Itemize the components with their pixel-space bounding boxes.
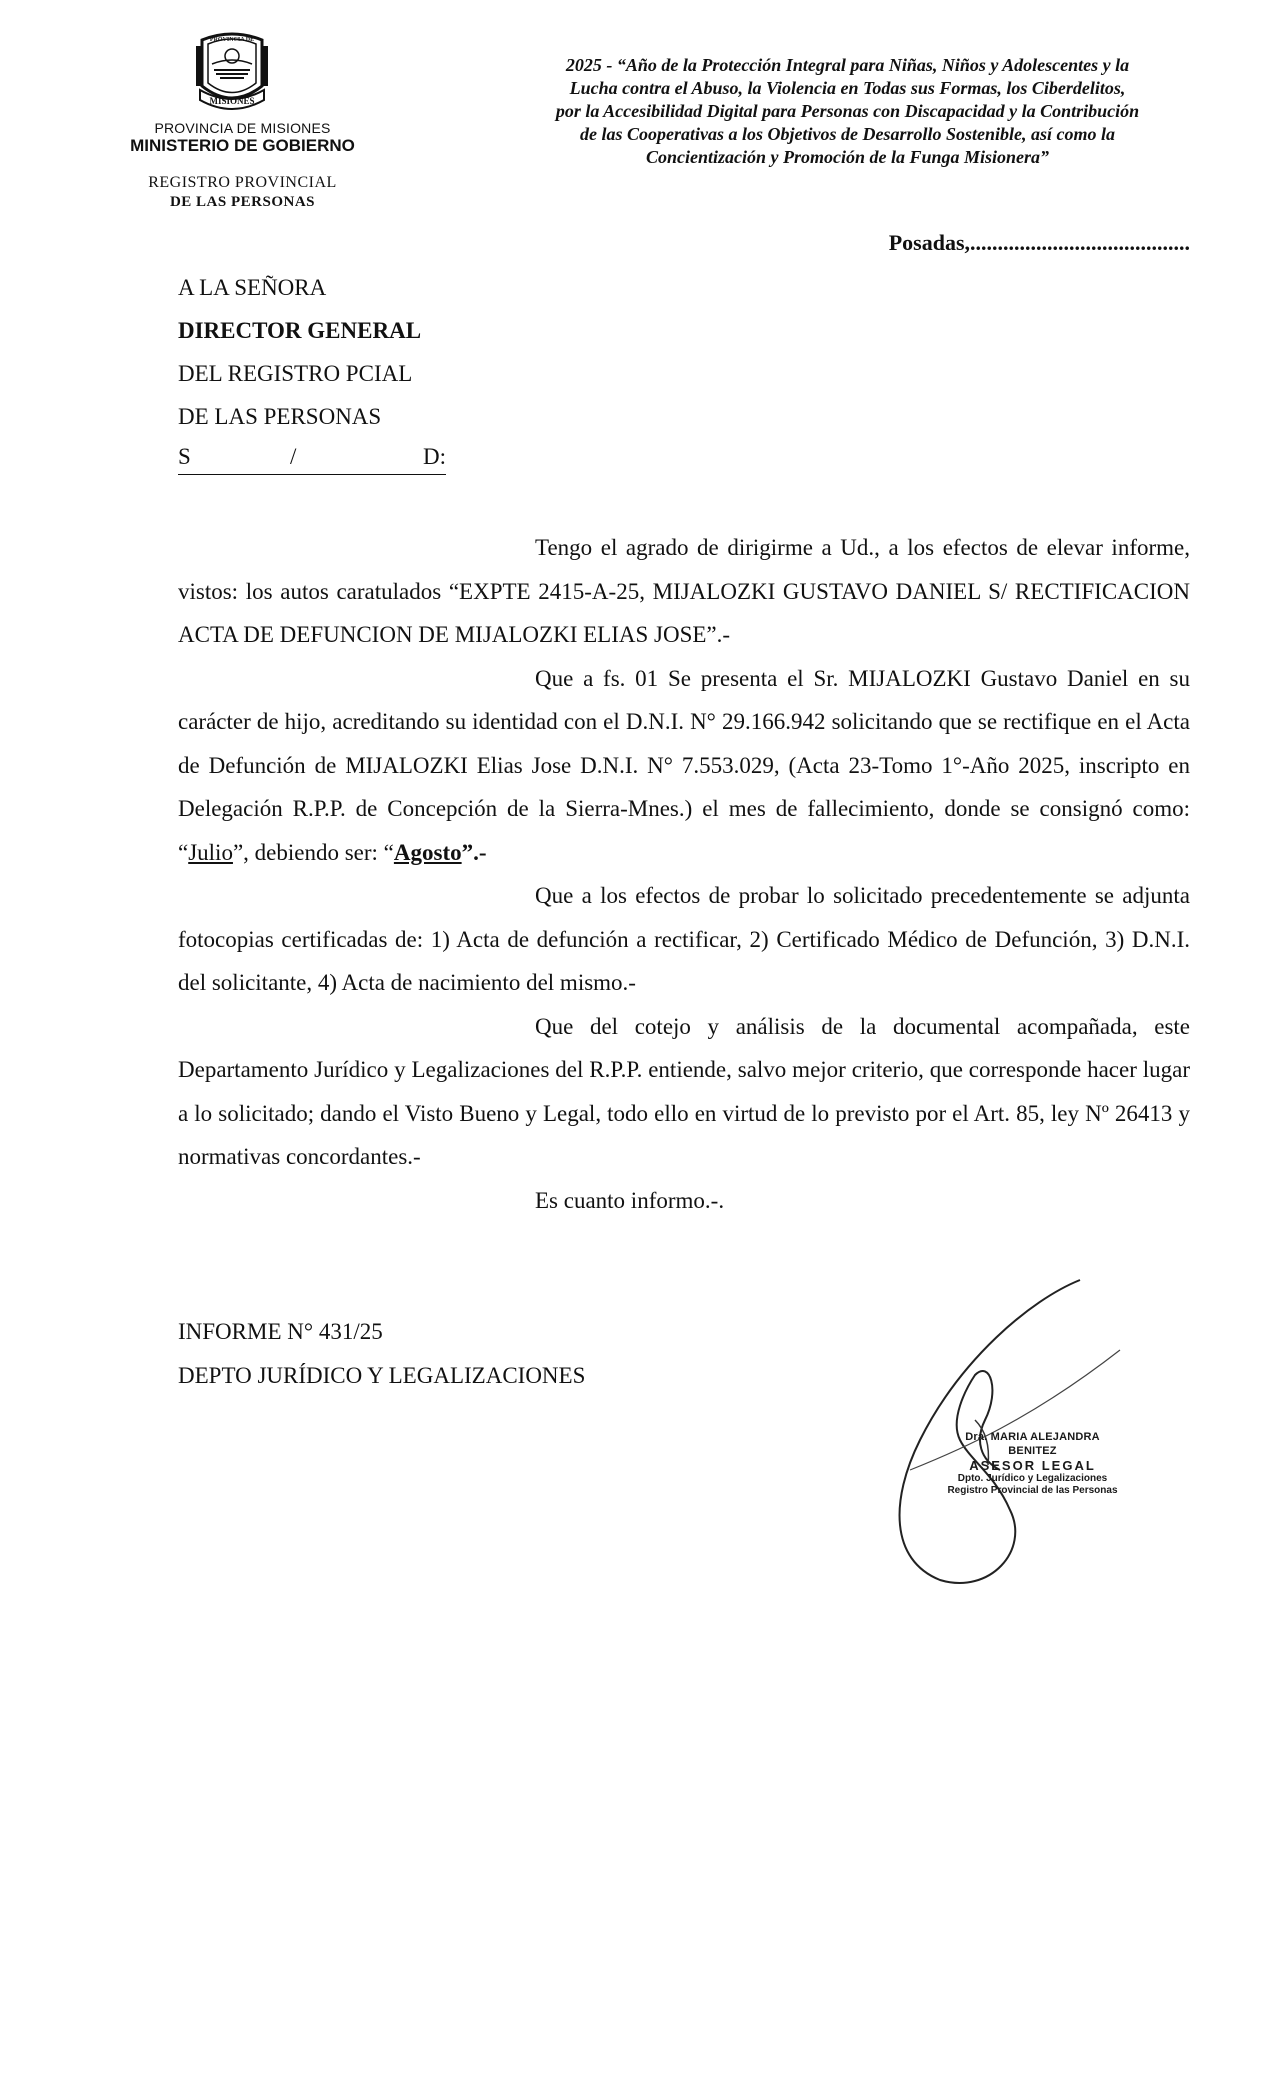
correct-month: Agosto — [393, 839, 462, 865]
paragraph-attachments: Que a los efectos de probar lo solicitado precedentemente se adjunta fotocopias certificadas de: 1) Acta de defunción a rectificar, 2) Certificado Médico de Defunción, 3) D.N.I. del solicitante, 4) Acta de nacimiento del mismo.- — [178, 883, 1190, 995]
stamp-title: ASESOR LEGAL — [969, 1458, 1096, 1473]
addressee-title: DIRECTOR GENERAL — [178, 318, 422, 343]
paragraph-intro: Tengo el agrado de dirigirme a Ud., a los efectos de elevar informe, vistos: los autos caratulados “EXPTE 2415-A-25, MIJALOZKI GUSTAVO DANIEL S/ RECTIFICACION ACTA DE DEFUNCION DE MIJALOZKI ELIAS JOSE”.- — [178, 535, 1190, 647]
place-date-line: Posadas,........................................ — [888, 230, 1190, 255]
crest-top-text: PROVINCIA DE — [209, 37, 255, 43]
motto-line: 2025 - “Año de la Protección Integral para Niñas, Niños y Adolescentes y la — [565, 55, 1130, 75]
addressee-line: DEL REGISTRO PCIAL — [178, 361, 413, 386]
sd-slash: / — [290, 444, 297, 469]
sd-s: S — [178, 444, 191, 469]
report-body — [178, 526, 1190, 1222]
report-footer — [178, 1310, 585, 1398]
paragraph-closing: Es cuanto informo.-. — [535, 1187, 725, 1213]
crest-banner-text: MISIONES — [209, 96, 255, 106]
registry-name-line2: DE LAS PERSONAS — [169, 194, 316, 210]
report-number: INFORME N° 431/25 — [178, 1319, 383, 1344]
paragraph-request — [178, 657, 1190, 875]
sd-d: D: — [423, 444, 446, 469]
province-crest-logo — [190, 26, 274, 118]
stamp-name: Dra. MARIA ALEJANDRA BENITEZ — [965, 1431, 1100, 1457]
department-name: DEPTO JURÍDICO Y LEGALIZACIONES — [178, 1363, 586, 1388]
motto-line: por la Accesibilidad Digital para Personas con Discapacidad y la Contribución — [555, 101, 1140, 121]
request-text: Que a fs. 01 Se presenta el Sr. MIJALOZKI Gustavo Daniel en su carácter de hijo, acreditando su identidad con el D.N.I. N° 29.166.942 solicitando que se rectifique en el Acta de Defunción de MIJALOZKI Elias Jose D.N.I. N° 7.553.029, (Acta 23-Tomo 1°-Año 2025, inscripto en Delegación R.P.P. de Concepción de la Sierra-Mnes.) el mes de fallecimiento, donde se consignó como: “ — [178, 665, 1190, 865]
stamp-org: Registro Provincial de las Personas — [947, 1485, 1118, 1496]
su-despacho-line — [178, 444, 446, 475]
ministry-name: MINISTERIO DE GOBIERNO — [130, 136, 355, 155]
addressee-line: DE LAS PERSONAS — [178, 404, 382, 429]
wrong-month: Julio — [188, 839, 233, 865]
year-motto — [480, 54, 1215, 169]
paragraph-analysis: Que del cotejo y análisis de la documental acompañada, este Departamento Jurídico y Legalizaciones del R.P.P. entiende, salvo mejor criterio, que corresponde hacer lugar a lo solicitado; dando el Visto Bueno y Legal, todo ello en virtud de lo previsto por el Art. 85, ley Nº 26413 y normativas concordantes.- — [178, 1013, 1190, 1169]
motto-line: Concientización y Promoción de la Funga Misionera” — [645, 147, 1050, 167]
addressee-line: A LA SEÑORA — [178, 275, 327, 300]
motto-line: de las Cooperativas a los Objetivos de Desarrollo Sostenible, así como la — [580, 124, 1115, 144]
motto-line: Lucha contra el Abuso, la Violencia en Todas sus Formas, los Ciberdelitos, — [569, 78, 1126, 98]
legal-advisor-stamp — [945, 1430, 1120, 1497]
request-text-2: ”, debiendo ser: “ — [232, 839, 394, 865]
header-institution — [100, 120, 385, 212]
registry-name-line1: REGISTRO PROVINCIAL — [148, 174, 337, 191]
province-name: PROVINCIA DE MISIONES — [154, 120, 331, 136]
request-end: ”.- — [461, 839, 487, 865]
addressee-block — [178, 266, 421, 438]
stamp-dept: Dpto. Jurídico y Legalizaciones — [957, 1473, 1108, 1484]
